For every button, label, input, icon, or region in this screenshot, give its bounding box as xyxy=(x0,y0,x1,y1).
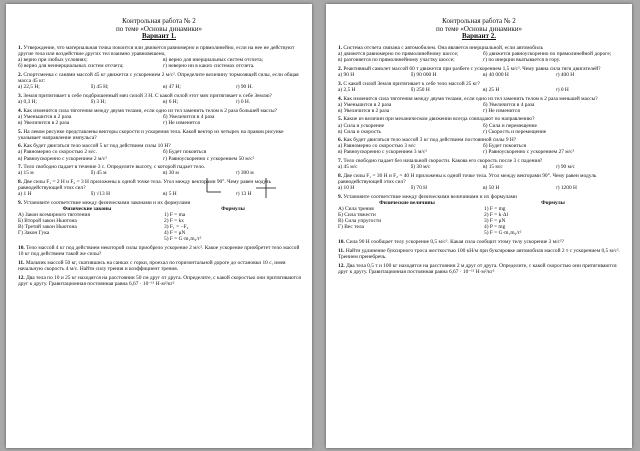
question-number: 2. xyxy=(338,65,343,72)
question-body: Найти удлинение буксирного троса жесткостью 100 кН/м при буксировке автомобиля массой 2 т с ускорением 0,5 м/с². Трением пренебречь. xyxy=(338,247,620,260)
formula-item: 4) F = μN xyxy=(164,230,186,237)
matching-right xyxy=(484,200,622,237)
answer-options xyxy=(18,84,302,90)
answer-option: г) 90 м/с xyxy=(555,164,575,171)
matching-item: А) Закон всемирного тяготения xyxy=(18,212,90,219)
answer-option: г) Равноускоренно с ускорением 27 м/с² xyxy=(483,149,575,156)
answer-option: в) 40 000 Н xyxy=(483,72,509,79)
question xyxy=(18,129,302,141)
question-body: Спортсменка с санями массой 45 кг движется с ускорением 2 м/с². Определите величину тормозящей силы, если общая масса 45 кг: xyxy=(18,72,299,85)
matching-right xyxy=(164,206,302,243)
question-body: Реактивный самолет массой 60 т движется при разбеге с ускорением 1,5 м/с². Чему равна сила тяги двигателей? xyxy=(343,65,601,72)
question-text xyxy=(18,72,302,84)
answer-option: г) 90 Н. xyxy=(235,84,253,91)
matching-right-title: Формулы xyxy=(221,206,245,212)
answer-options xyxy=(338,123,622,135)
answer-option: б) √13 Н xyxy=(90,191,110,198)
question-body: Две силы F₁ = 2 Н и F₂ = 3 Н приложены к одной точке тела. Угол между векторами 90°. Чему равен модуль равнодействующей этих сил? xyxy=(18,179,271,192)
question-text xyxy=(338,173,622,185)
question xyxy=(18,108,302,126)
matching-item: Г) Закон Гука xyxy=(18,230,50,237)
question-body: Как будет двигаться тело массой 3 кг под действием постоянной силы 9 Н? xyxy=(343,137,517,144)
answer-options xyxy=(18,57,302,69)
question-body: Сила 90 Н сообщает телу ускорение 0,5 м/с². Какая сила сообщит этому телу ускорение 3 м/с²? xyxy=(346,239,564,246)
answer-option: в) 50 Н xyxy=(483,185,500,192)
question-body: Как изменится сила тяготения между двумя телами, если одно из тел заменить телом в 2 раза меньшей массы? xyxy=(343,95,598,102)
question xyxy=(338,263,622,275)
formula-item: 4) P = mg xyxy=(484,224,506,231)
question-body: Какие из величин при механическом движении всегда совпадают по направлению? xyxy=(343,116,535,123)
question-body: Тело свободно падает без начальной скорости. Какова его скорость после 3 с падения? xyxy=(343,158,543,165)
header-title: Контрольная работа № 2 xyxy=(442,17,516,25)
question xyxy=(18,72,302,90)
answer-option: б) 3 Н; xyxy=(90,99,106,106)
matching-item: А) Сила трения xyxy=(338,206,374,212)
formula-item: 2) F = kx xyxy=(164,218,184,225)
answer-option: а) 2,5 Н xyxy=(338,86,356,93)
worksheet-page-variant-2 xyxy=(326,4,632,448)
question-number: 7. xyxy=(18,164,23,171)
question xyxy=(338,66,622,78)
answer-option: г) Не изменится xyxy=(163,119,200,126)
answer-option: а) движется равномерно по прямолинейному шоссе; xyxy=(338,51,459,58)
answer-option: в) Равноускоренно с ускорением 2 м/с² xyxy=(18,155,107,162)
questions xyxy=(6,41,312,287)
question xyxy=(338,248,622,260)
question xyxy=(18,143,302,161)
question xyxy=(338,116,622,134)
answer-options xyxy=(338,164,622,170)
question-body: Утверждение, что материальная точка покоится или движется равномерно и прямолинейно, если на нее не действуют другие тела или воздействие других тел взаимно уравновешено, xyxy=(18,45,295,58)
matching-table xyxy=(18,206,302,243)
matching-left-title: Физические законы xyxy=(62,206,112,212)
header-variant: Вариант 2. xyxy=(461,32,497,40)
question xyxy=(18,245,302,257)
question-body: Тело свободно падает в течение 3 с. Определите высоту, с которой падает тело. xyxy=(23,164,206,171)
question-number: 8. xyxy=(18,179,23,186)
question-body: С какой силой Земля притягивает к себе тело массой 25 кг? xyxy=(343,80,480,87)
header-topic: по теме «Основы динамики» xyxy=(115,24,203,33)
answer-options xyxy=(18,114,302,126)
vector-figure xyxy=(201,174,291,202)
answer-option: г) 0 Н. xyxy=(235,99,251,106)
question-body: Как изменится сила тяготения между двумя телами, если одно из тел заменить телом в 2 раза большей массы? xyxy=(23,107,278,114)
matching-item: Б) Второй закон Ньютона xyxy=(18,218,77,225)
answer-option: а) Равномерно со скоростью 3 м/с xyxy=(338,143,416,150)
matching-item: Б) Сила тяжести xyxy=(338,212,376,219)
answer-option: а) верно при любых условиях; xyxy=(18,57,88,64)
answer-option: б) Будет покоиться xyxy=(163,149,207,156)
answer-option: в) 30 м xyxy=(163,170,179,177)
question xyxy=(18,260,302,272)
matching-left-title: Физические величины xyxy=(379,199,435,206)
answer-option: в) 25 Н xyxy=(483,86,500,93)
question-number: 4. xyxy=(338,95,343,102)
answer-options xyxy=(338,102,622,114)
answer-option: а) Уменьшится в 2 раза xyxy=(18,113,72,120)
question-body: На левом рисунке представлены векторы скорости и ускорения тела. Какой вектор из четырех на правом рисунке указывает направление импульса? xyxy=(18,128,284,141)
formula-item: 5) F = G·m₁m₂/r² xyxy=(164,236,202,243)
question-body: Тело массой 4 кг под действием некоторой силы приобрело ускорение 2 м/с². Какое ускорение приобретет тело массой 10 кг под действием такой же силы? xyxy=(18,245,300,258)
answer-option: в) 47 Н; xyxy=(163,84,181,91)
question xyxy=(338,173,622,191)
answer-options xyxy=(338,185,622,191)
answer-option: а) 0,3 Н; xyxy=(18,99,38,106)
question-number: 2. xyxy=(18,72,23,79)
header-variant: Вариант 1. xyxy=(141,32,177,40)
question-number: 9. xyxy=(18,199,23,206)
question-body: Земля притягивает к себе подброшенный мяч силой 3 Н. С какой силой этот мяч притягивает к себе Землю? xyxy=(23,92,272,99)
answer-option: в) 15 м/с xyxy=(483,164,503,171)
question-number: 11. xyxy=(338,247,345,254)
matching-item: В) Сила упругости xyxy=(338,218,382,225)
question-number: 8. xyxy=(338,172,343,179)
answer-option: г) 13 Н xyxy=(235,191,252,198)
question-body: Установите соответствие между физическими законами и их формулами xyxy=(23,199,191,206)
question xyxy=(338,45,622,63)
question-number: 10. xyxy=(338,239,345,246)
question xyxy=(338,96,622,114)
worksheet-page-variant-1 xyxy=(6,4,312,448)
answer-options xyxy=(338,143,622,155)
answer-option: б) верно для неинерциальных систем отсчета; xyxy=(18,63,124,70)
question-number: 12. xyxy=(338,262,345,269)
matching-left xyxy=(338,200,476,237)
answer-option: в) Увеличится в 2 раза xyxy=(18,119,70,126)
answer-option: в) Равноускоренно с ускорением 3 м/с² xyxy=(338,149,427,156)
answer-option: г) Скорость и перемещение xyxy=(483,128,547,135)
question-number: 7. xyxy=(338,158,343,165)
question xyxy=(338,81,622,93)
answer-option: б) Увеличится в 4 раза xyxy=(483,101,535,108)
answer-option: б) 90 000 Н xyxy=(410,72,437,79)
answer-option: в) разгоняется по прямолинейному участку шоссе; xyxy=(338,57,455,64)
question xyxy=(338,239,622,245)
matching-item: В) Третий закон Ньютона xyxy=(18,224,77,231)
answer-option: б) Увеличится в 4 раза xyxy=(163,113,215,120)
answer-option: а) Уменьшится в 2 раза xyxy=(338,101,392,108)
question-body: Система отсчета связана с автомобилем. Она является инерциальной, если автомобиль xyxy=(343,45,544,52)
answer-option: г) 400 Н xyxy=(555,72,575,79)
answer-option: а) 90 Н xyxy=(338,72,355,79)
question-body: Два тела по 10 и 25 кг находятся на расстоянии 50 см друг от друга. Определите, с какой скоростью они притягиваются друг к другу. Гравитационная постоянная равна 6,67 · 10⁻¹¹ Н·м²/кг² xyxy=(18,274,301,287)
answer-option: б) 45 Н; xyxy=(90,84,109,91)
page-header xyxy=(6,4,312,41)
header-title: Контрольная работа № 2 xyxy=(122,17,196,25)
page-header xyxy=(326,4,632,41)
question xyxy=(18,93,302,105)
answer-option: а) 10 Н xyxy=(338,185,355,192)
answer-option: б) 30 м/с xyxy=(410,164,431,171)
formula-item: 2) F = k·Δl xyxy=(484,212,509,219)
answer-option: г) неверно ни в каких системах отсчета. xyxy=(163,63,255,70)
answer-option: а) 1 Н xyxy=(18,191,32,198)
answer-option: в) 6 Н; xyxy=(163,99,179,106)
question xyxy=(338,158,622,170)
questions xyxy=(326,41,632,275)
question xyxy=(18,275,302,287)
question-number: 5. xyxy=(338,116,343,123)
answer-options xyxy=(18,149,302,161)
answer-option: в) Сила и скорость xyxy=(338,128,381,135)
question-body: Две силы F₁ = 30 Н и F₂ = 40 Н приложены к одной точке тела. Угол между векторами 90°. Чему равен модуль равнодействующей этих сил? xyxy=(338,172,597,186)
question-number: 12. xyxy=(18,274,25,281)
question-number: 11. xyxy=(18,259,25,266)
question-number: 9. xyxy=(338,193,343,200)
formula-item: 5) F = G·m₁m₂/r² xyxy=(484,230,522,237)
answer-options xyxy=(338,51,622,63)
matching-right-title: Формулы xyxy=(541,199,565,206)
formula-item: 3) F₁ = −F₂ xyxy=(164,224,189,231)
matching-item: Г) Вес тела xyxy=(338,224,364,231)
answer-option: а) 45 м/с xyxy=(338,164,358,171)
question-text xyxy=(18,45,302,57)
question-number: 4. xyxy=(18,107,23,114)
question-number: 6. xyxy=(338,137,343,144)
answer-option: г) Равноускоренно с ускорением 50 м/с² xyxy=(163,155,255,162)
answer-options xyxy=(338,87,622,93)
question-body: Два тела 0,5 т и 100 кг находятся на расстоянии 2 м друг от друга. Определите, с какой скоростью они притягиваются друг к другу. Гравитационная постоянная равна 6,67 · 10⁻¹¹ Н·м²/кг² xyxy=(338,262,617,275)
question-body: Мальчик массой 50 кг, скатившись на санках с горки, проехал по горизонтальной дороге до остановки 10 с, имея начальную скорость 4 м/с. Найти силу трения и коэффициент трения. xyxy=(18,259,286,273)
question-body: Как будет двигаться тело массой 5 кг под действием силы 10 Н? xyxy=(23,143,171,150)
answer-option: г) 300 м xyxy=(235,170,254,177)
answer-option: а) 15 м xyxy=(18,170,34,177)
formula-item: 3) F = μN xyxy=(484,218,506,225)
formula-item: 1) F = mg xyxy=(484,206,506,212)
answer-option: а) Равномерно со скоростью 2 м/с. xyxy=(18,149,98,156)
answer-option: б) 45 м xyxy=(90,170,107,177)
answer-option: г) 0 Н xyxy=(555,86,569,93)
answer-options xyxy=(18,99,302,105)
answer-option: а) 22,5 Н; xyxy=(18,84,40,91)
question-number: 3. xyxy=(18,92,23,99)
answer-option: в) верно для инерциальных систем отсчета; xyxy=(163,57,264,64)
matching-table xyxy=(338,200,622,237)
question-number: 3. xyxy=(338,80,343,87)
answer-option: б) движется равноускоренно по прямолинейной дороге; xyxy=(483,51,612,58)
answer-option: а) Сила и ускорение xyxy=(338,122,385,129)
answer-option: г) Не изменится xyxy=(483,107,520,114)
question-number: 5. xyxy=(18,128,23,135)
question xyxy=(338,137,622,155)
question-number: 10. xyxy=(18,245,25,252)
answer-option: в) Увеличится в 2 раза xyxy=(338,107,390,114)
question-number: 1. xyxy=(18,45,23,52)
answer-options xyxy=(338,72,622,78)
answer-option: б) Будет покоиться xyxy=(483,143,527,150)
answer-option: б) 250 Н xyxy=(410,86,430,93)
answer-option: г) по инерции вкатывается в гору. xyxy=(483,57,561,64)
matching-left xyxy=(18,206,156,243)
question-body: Установите соответствие между физическими величинами и их формулами xyxy=(343,193,517,200)
question-number: 6. xyxy=(18,143,23,150)
answer-option: б) 70 Н xyxy=(410,185,428,192)
formula-item: 1) F = ma xyxy=(164,212,186,219)
answer-option: б) Сила и перемещение xyxy=(483,122,537,129)
answer-option: в) 5 Н xyxy=(163,191,177,198)
question xyxy=(18,45,302,69)
question-text xyxy=(18,129,302,141)
question-number: 1. xyxy=(338,45,343,52)
answer-option: г) 1200 Н xyxy=(555,185,577,192)
header-topic: по теме «Основы динамики» xyxy=(435,24,523,33)
